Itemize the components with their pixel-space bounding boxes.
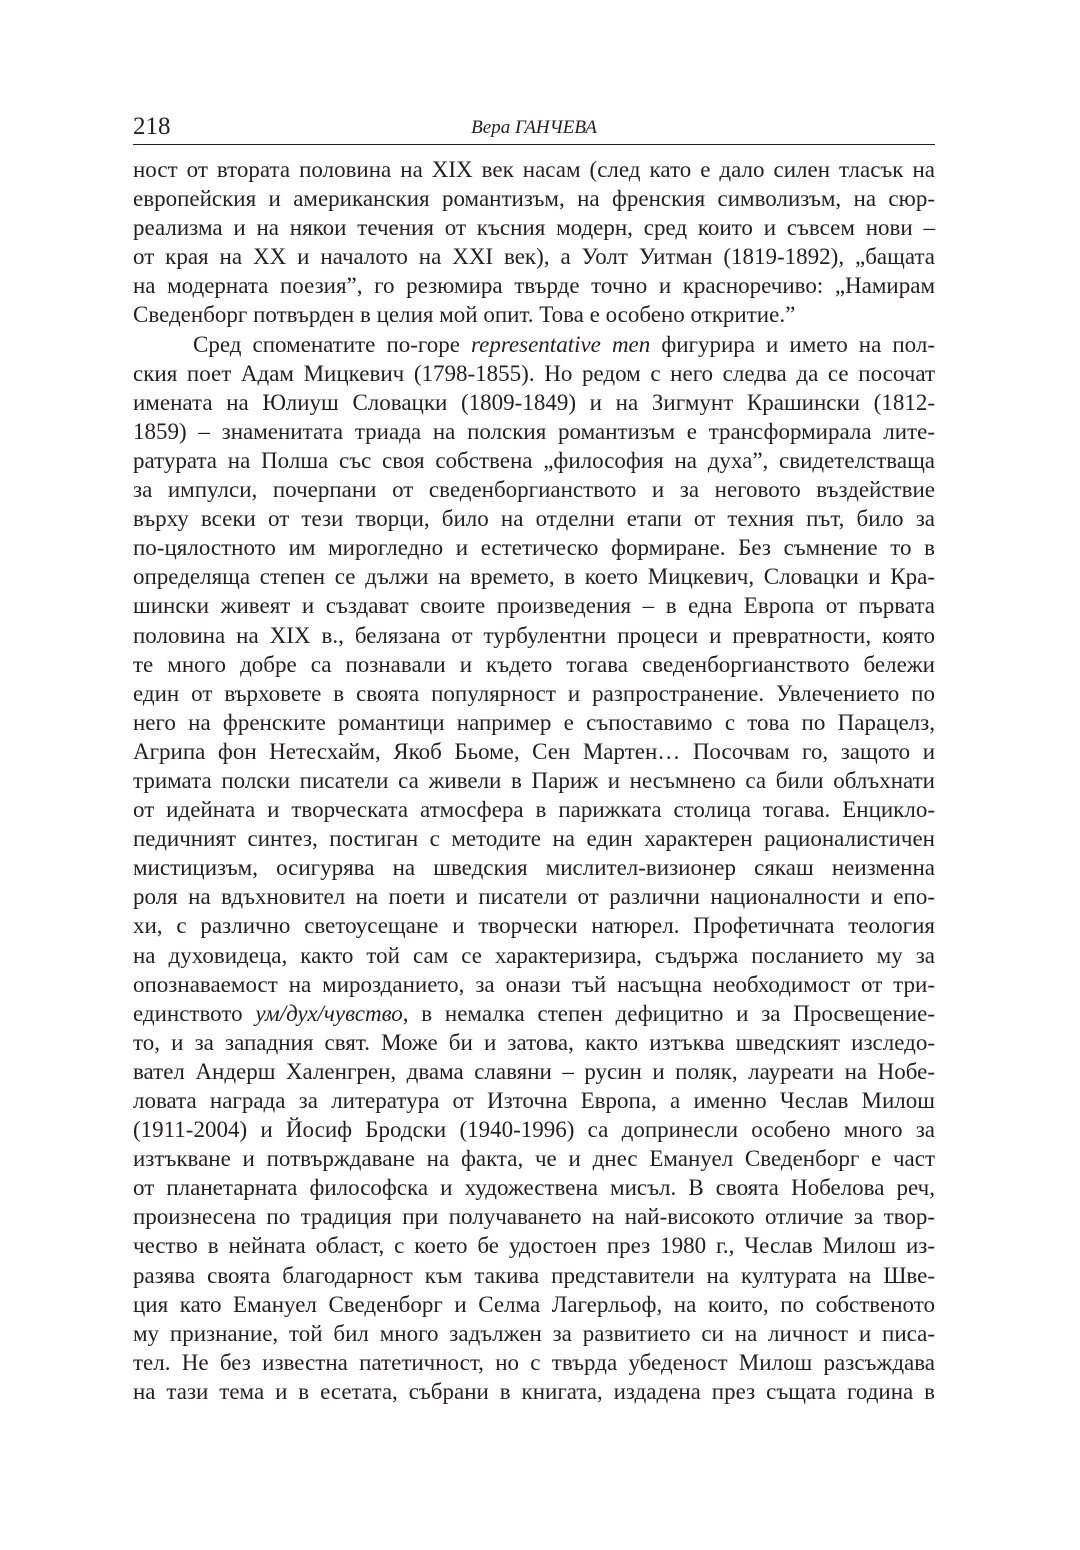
- paragraph-first-line: [133, 330, 935, 359]
- text-line: върху всеки от тези творци, било на отделни етапи от техния път, било за: [133, 506, 935, 532]
- text-line: то, и за западния свят. Може би и затова, както изтъква шведският изследо-: [133, 1029, 935, 1055]
- text-line: на тази тема и в есетата, събрани в книгата, издадена през същата година в: [133, 1378, 935, 1404]
- text-line: на духовидеца, както той сам се характеризира, съдържа посланието му за: [133, 942, 935, 968]
- text-line: за импулси, почерпани от сведенборгианството и за неговото въздействие: [133, 477, 935, 503]
- text-line: европейския и американския романтизъм, на френския символизъм, на сюр-: [133, 186, 935, 212]
- italic-term: ум/дух/чувство: [255, 1000, 403, 1026]
- text-run: , в немалка степен дефицитно и за Просвещение-: [402, 1000, 935, 1026]
- text-line: реализма и на някои течения от късния модерн, сред които и съвсем нови –: [133, 215, 935, 241]
- text-line: вател Андерш Халенгрен, двама славяни – русин и поляк, лауреати на Нобе-: [133, 1058, 935, 1084]
- text-line: изтъкване и потвърждаване на факта, че и днес Емануел Сведенборг е част: [133, 1146, 935, 1172]
- text-line: 1859) – знаменитата триада на полския романтизъм е трансформирала лите-: [133, 418, 935, 444]
- page-header: [133, 112, 935, 145]
- text-line: по-цялостното им мирогледно и естетическо формиране. Без съмнение то в: [133, 535, 935, 561]
- text-line: те много добре са познавали и където тогава сведенборгианството бележи: [133, 651, 935, 677]
- text-run: фигурира и името на пол-: [650, 331, 935, 357]
- text-run: Сред споменатите по-горе: [193, 331, 472, 357]
- text-line: (1911-2004) и Йосиф Бродски (1940-1996) са допринесли особено много за: [133, 1117, 935, 1143]
- text-line: определяща степен се дължи на времето, в което Мицкевич, Словацки и Кра-: [133, 564, 935, 590]
- body-text: [133, 155, 935, 1406]
- text-line: ратурата на Полша със своя собствена „философия на духа”, свидетелстваща: [133, 447, 935, 473]
- text-line: на модерната поезия”, го резюмира твърде точно и красноречиво: „Намирам: [133, 273, 935, 299]
- text-line: Сведенборг потвърден в целия мой опит. Това е особено откритие.”: [133, 302, 796, 328]
- text-line: произнесена по традиция при получаването на най-високото отличие за твор-: [133, 1204, 935, 1230]
- text-line: него на френските романтици например е съпоставимо с това по Парацелз,: [133, 709, 935, 735]
- text-line: тел. Не без известна патетичност, но с твърда убеденост Милош разсъждава: [133, 1349, 935, 1375]
- text-line: ция като Емануел Сведенборг и Селма Лагерльоф, на които, по собственото: [133, 1291, 935, 1317]
- text-line: педичният синтез, постиган с методите на един характерен рационалистичен: [133, 826, 935, 852]
- text-line: мистицизъм, осигурява на шведския мислител-визионер сякаш неизменна: [133, 855, 935, 881]
- page-number: 218: [133, 113, 171, 140]
- text-line: опознаваемост на мирозданието, за онази тъй насъщна необходимост от три-: [133, 971, 935, 997]
- text-line: роля на вдъхновител на поети и писатели от различни националности и епо-: [133, 884, 935, 910]
- text-line: от планетарната философска и художествена мисъл. В своята Нобелова реч,: [133, 1175, 935, 1201]
- text-line: ловата награда за литература от Източна Европа, а именно Чеслав Милош: [133, 1088, 935, 1113]
- text-line: един от върховете в своята популярност и разпространение. Увлечението по: [133, 680, 935, 706]
- text-line: Агрипа фон Нетесхайм, Якоб Бьоме, Сен Мартен… Посочвам го, защото и: [133, 738, 935, 764]
- running-head: Вера ГАНЧЕВА: [471, 117, 597, 138]
- text-line: половина на XIX в., белязана от турбулентни процеси и превратности, която: [133, 622, 935, 648]
- text-line: шински живеят и създават своите произведения – в една Европа от първата: [133, 593, 935, 619]
- text-line: тримата полски писатели са живели в Париж и несъмнено са били облъхнати: [133, 767, 935, 793]
- text-line: имената на Юлиуш Словацки (1809-1849) и на Зигмунт Крашински (1812-: [133, 389, 935, 415]
- italic-term: representative men: [471, 331, 651, 357]
- text-run: единството: [133, 1000, 256, 1026]
- text-line: хи, с различно светоусещане и творчески натюрел. Профетичната теология: [133, 913, 935, 939]
- text-line: от идейната и творческата атмосфера в парижката столица тогава. Енцикло-: [133, 797, 935, 823]
- text-line: ския поет Адам Мицкевич (1798-1855). Но редом с него следва да се посочат: [133, 360, 935, 386]
- text-line: [133, 999, 935, 1028]
- text-line: чество в нейната област, с което бе удостоен през 1980 г., Чеслав Милош из-: [133, 1233, 935, 1259]
- text-line: от края на XX и началото на XXI век), а Уолт Уитман (1819-1892), „бащата: [133, 244, 935, 270]
- text-line: му признание, той бил много задължен за развитието си на личност и писа-: [133, 1320, 935, 1346]
- text-line: ност от втората половина на XIX век насам (след като е дало силен тласък на: [133, 157, 935, 182]
- text-line: разява своята благодарност към такива представители на културата на Шве-: [133, 1262, 935, 1288]
